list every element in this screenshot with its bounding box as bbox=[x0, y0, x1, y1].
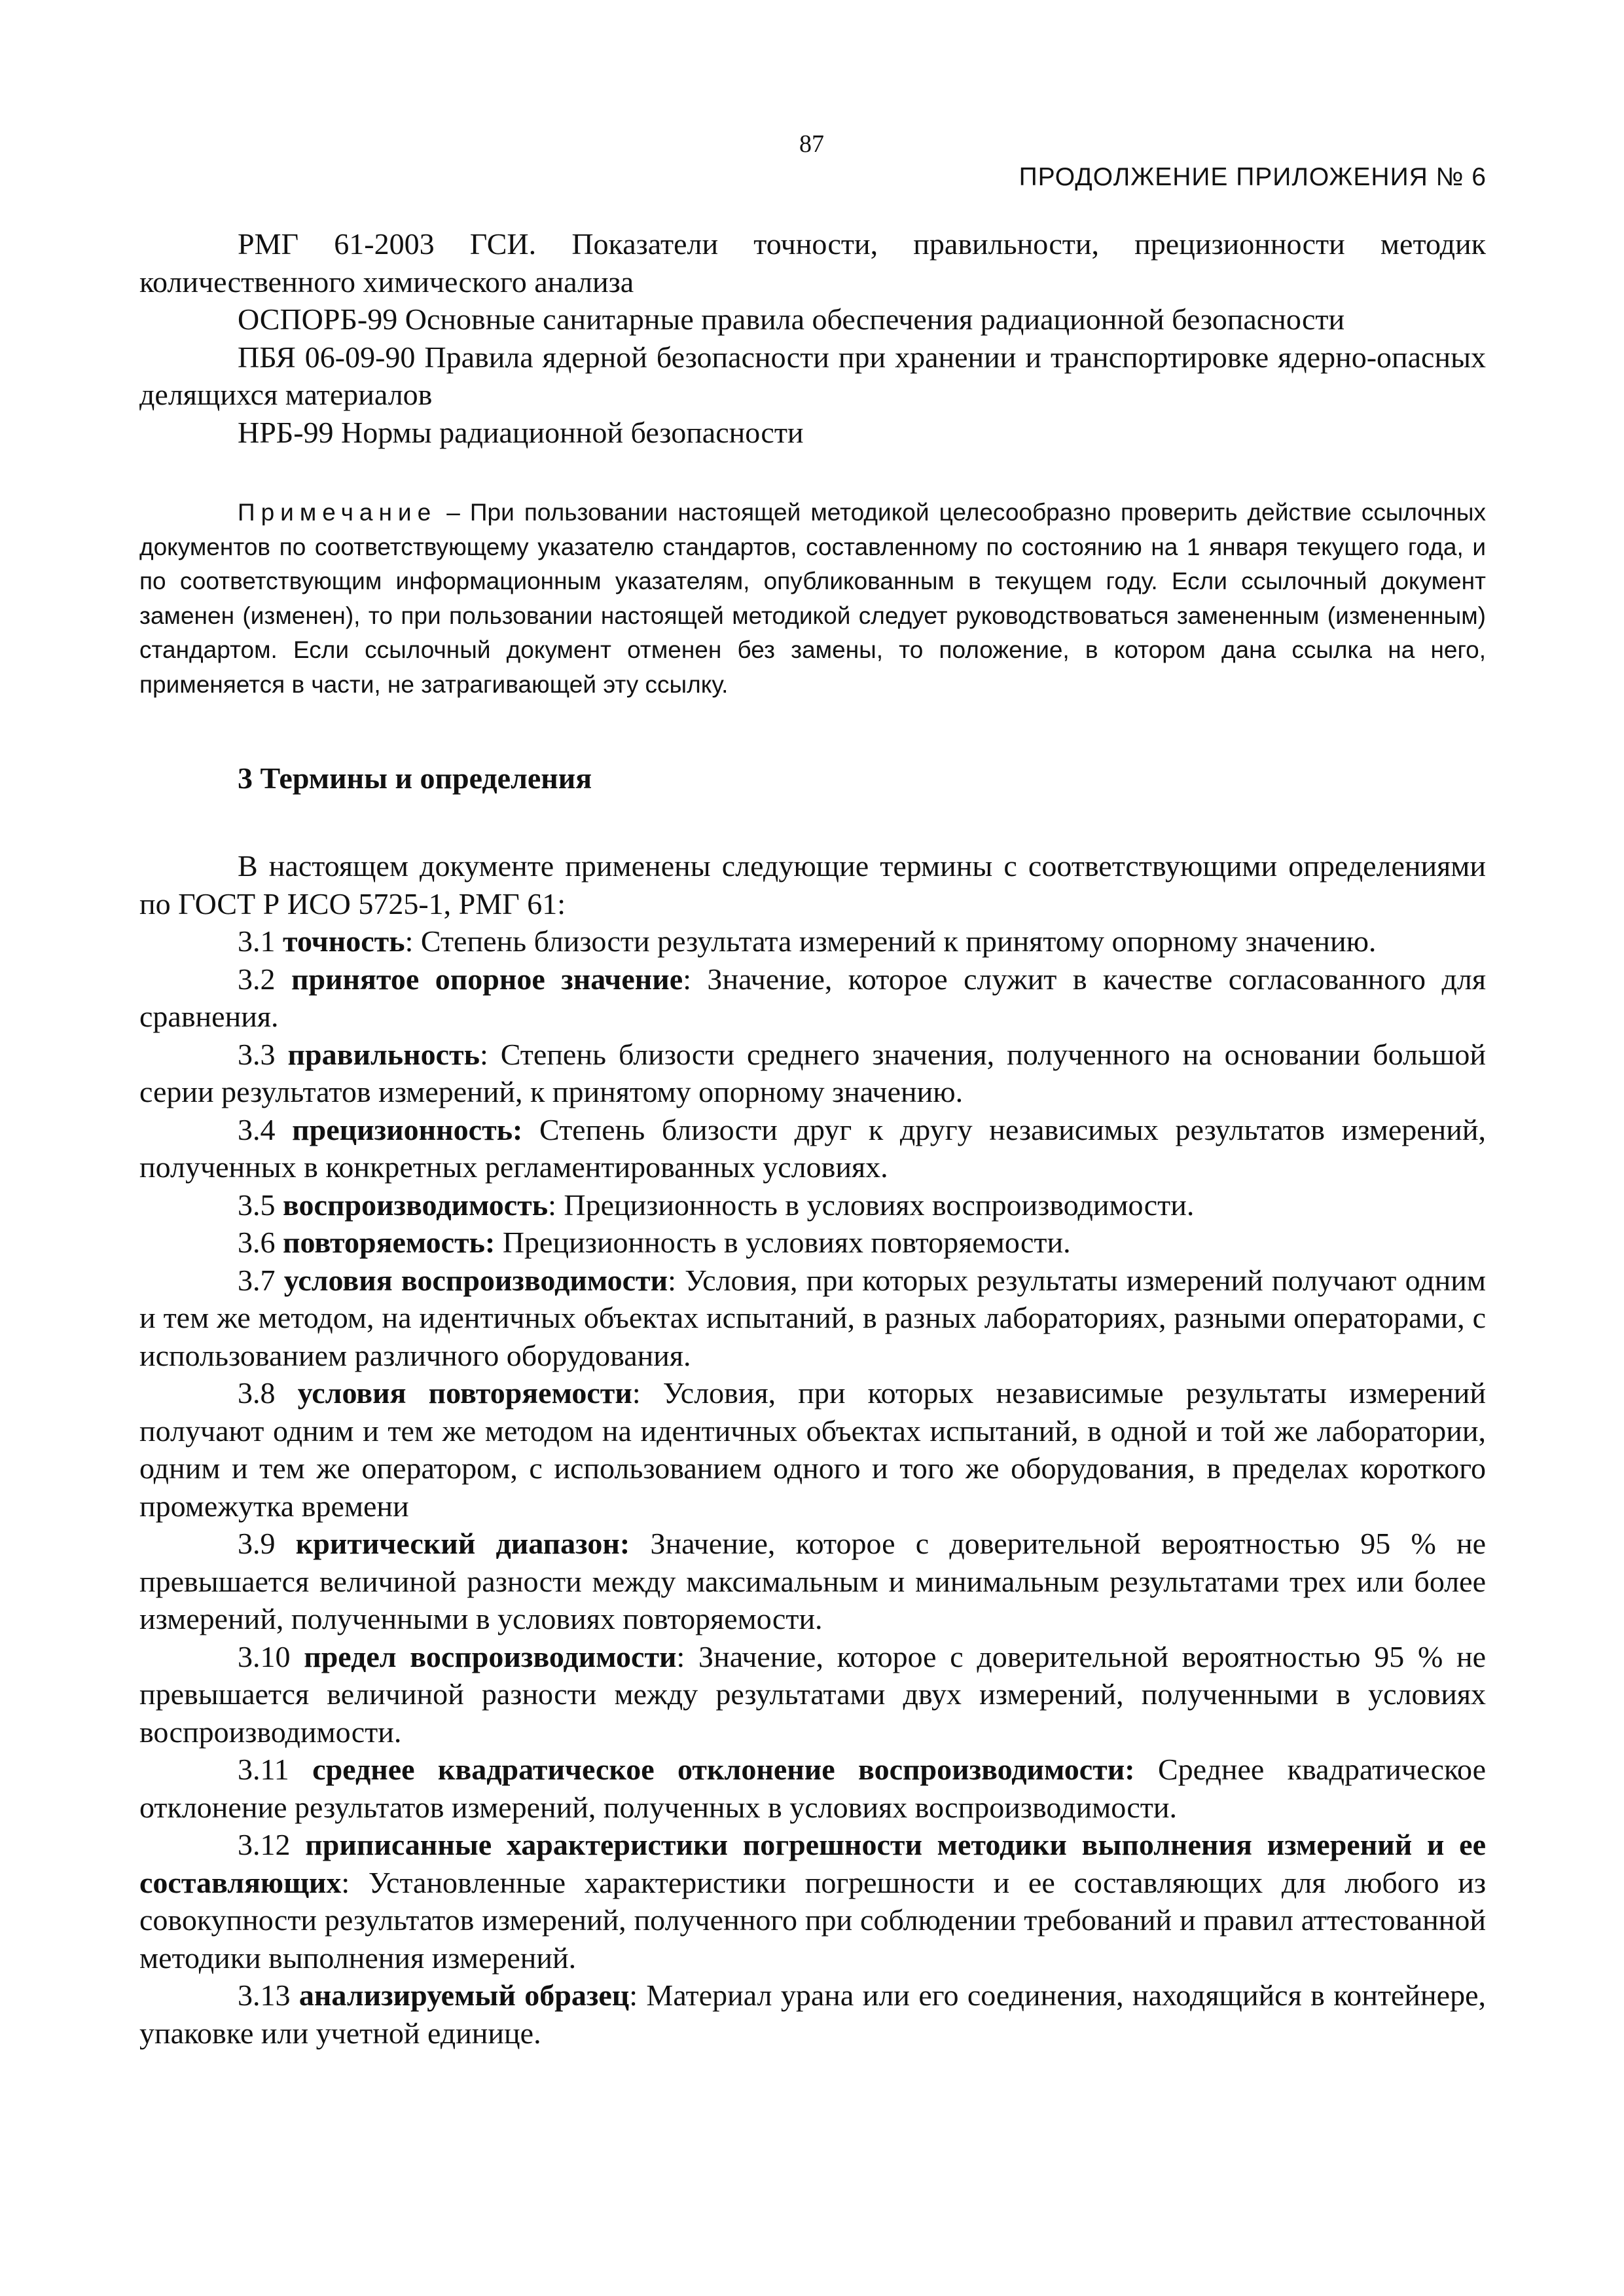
section-title: 3 Термины и определения bbox=[238, 761, 592, 795]
term-definition: Степень близости друг к другу независимых результатов измерений, полученных в конкретных регламентированных условиях. bbox=[139, 1112, 1487, 1184]
terms-list bbox=[139, 922, 1486, 2052]
term-number: 3.9 bbox=[238, 1527, 296, 1560]
term-name: правильность bbox=[287, 1037, 480, 1071]
term-name: воспроизводимость bbox=[283, 1188, 549, 1222]
page-content bbox=[139, 225, 1486, 2052]
term-name: критический диапазон: bbox=[295, 1527, 630, 1560]
term-name: условия повторяемости bbox=[297, 1376, 632, 1410]
term-name: повторяемость: bbox=[283, 1226, 496, 1259]
term-number: 3.7 bbox=[238, 1263, 284, 1297]
term-item bbox=[139, 1111, 1486, 1186]
term-name: среднее квадратическое отклонение воспроизводимости: bbox=[312, 1753, 1135, 1786]
term-definition: Среднее квадратическое отклонение результатов измерений, полученных в условиях воспроизводимости. bbox=[139, 1753, 1487, 1824]
term-definition: : Значение, которое с доверительной вероятностью 95 % не превышается величиной разности между результатами двух измерений, полученными в условиях воспроизводимости. bbox=[139, 1639, 1486, 1749]
reference-item: ОСПОРБ-99 Основные санитарные правила обеспечения радиационной безопасности bbox=[238, 302, 1345, 336]
term-definition: : Условия, при которых независимые результаты измерений получают одним и тем же методом на идентичных объектах испытаний, в одной и той же лаборатории, одним и тем же оператором, с использованием одного и того же оборудования, в пределах короткого промежутка времени bbox=[139, 1376, 1487, 1523]
term-item bbox=[139, 1525, 1486, 1638]
term-name: условия воспроизводимости bbox=[283, 1263, 668, 1297]
term-name: анализируемый образец bbox=[298, 1978, 630, 2012]
section-intro: В настоящем документе применены следующие термины с соответствующими определениями по ГОСТ Р ИСО 5725-1, РМГ 61: bbox=[139, 849, 1486, 920]
term-item bbox=[139, 1826, 1486, 1977]
term-definition: : Прецизионность в условиях воспроизводимости. bbox=[548, 1188, 1195, 1222]
term-name: точность bbox=[283, 924, 405, 958]
term-item bbox=[139, 1751, 1486, 1826]
term-definition: Значение, которое с доверительной вероятностью 95 % не превышается величиной разности между максимальным и минимальным результатами трех или более измерений, полученными в условиях повторяемости. bbox=[139, 1527, 1487, 1635]
term-item bbox=[139, 1638, 1486, 1751]
term-item bbox=[139, 960, 1486, 1036]
term-item bbox=[139, 1374, 1486, 1525]
term-name: предел воспроизводимости bbox=[304, 1639, 677, 1673]
term-number: 3.10 bbox=[238, 1639, 304, 1673]
term-number: 3.12 bbox=[238, 1828, 306, 1861]
term-definition: : Значение, которое служит в качестве согласованного для сравнения. bbox=[139, 962, 1486, 1033]
reference-item: ПБЯ 06-09-90 Правила ядерной безопасности при хранении и транспортировке ядерно-опасных делящихся материалов bbox=[139, 340, 1486, 411]
term-definition: : Степень близости среднего значения, полученного на основании большой серии результатов измерений, к принятому опорному значению. bbox=[139, 1037, 1487, 1108]
term-number: 3.13 bbox=[238, 1978, 299, 2012]
term-definition: : Условия, при которых результаты измерений получают одним и тем же методом, на идентичных объектах испытаний, в разных лабораториях, разными операторами, с использованием различного оборудования. bbox=[139, 1263, 1486, 1372]
reference-item: РМГ 61-2003 ГСИ. Показатели точности, правильности, прецизионности методик количественного химического анализа bbox=[139, 227, 1486, 299]
term-number: 3.6 bbox=[238, 1226, 283, 1259]
term-number: 3.4 bbox=[238, 1112, 293, 1146]
term-number: 3.5 bbox=[238, 1188, 283, 1222]
note-paragraph bbox=[139, 496, 1486, 702]
term-item bbox=[139, 1186, 1486, 1224]
appendix-header: ПРОДОЛЖЕНИЕ ПРИЛОЖЕНИЯ № 6 bbox=[1019, 163, 1487, 191]
term-definition: : Степень близости результата измерений к принятому опорному значению. bbox=[405, 924, 1377, 958]
term-number: 3.2 bbox=[238, 962, 291, 996]
term-number: 3.11 bbox=[238, 1753, 313, 1786]
references-list bbox=[139, 225, 1486, 451]
term-definition: : Установленные характеристики погрешности и ее составляющих для любого из совокупности результатов измерений, полученного при соблюдении требований и правил аттестованной методики выполнения измерений. bbox=[139, 1865, 1486, 1975]
term-number: 3.8 bbox=[238, 1376, 298, 1410]
reference-item: НРБ-99 Нормы радиационной безопасности bbox=[238, 415, 804, 449]
term-number: 3.1 bbox=[238, 924, 283, 958]
term-item bbox=[139, 1224, 1486, 1262]
note-text: – При пользовании настоящей методикой целесообразно проверить действие ссылочных документов по соответствующему указателю стандартов, составленному по состоянию на 1 января текущего года, и по соответствующим информационным указателям, опубликованным в текущем году. Если ссылочный документ заменен (изменен), то при пользовании настоящей методикой следует руководствоваться замененным (измененным) стандартом. Если ссылочный документ отменен без замены, то положение, в котором дана ссылка на него, применяется в части, не затрагивающей эту ссылку. bbox=[139, 499, 1486, 698]
page-number: 87 bbox=[799, 130, 824, 158]
term-item bbox=[139, 1036, 1486, 1111]
term-name: приписанные характеристики погрешности методики выполнения измерений и ее составляющих bbox=[139, 1828, 1486, 1899]
term-definition: : Материал урана или его соединения, находящийся в контейнере, упаковке или учетной единице. bbox=[139, 1978, 1487, 2050]
term-name: прецизионность: bbox=[292, 1112, 523, 1146]
term-item bbox=[139, 922, 1486, 960]
term-item bbox=[139, 1262, 1486, 1375]
term-number: 3.3 bbox=[238, 1037, 288, 1071]
term-item bbox=[139, 1977, 1486, 2052]
term-definition: Прецизионность в условиях повторяемости. bbox=[495, 1226, 1071, 1259]
note-label: Примечание bbox=[238, 499, 437, 526]
term-name: принятое опорное значение bbox=[291, 962, 683, 996]
